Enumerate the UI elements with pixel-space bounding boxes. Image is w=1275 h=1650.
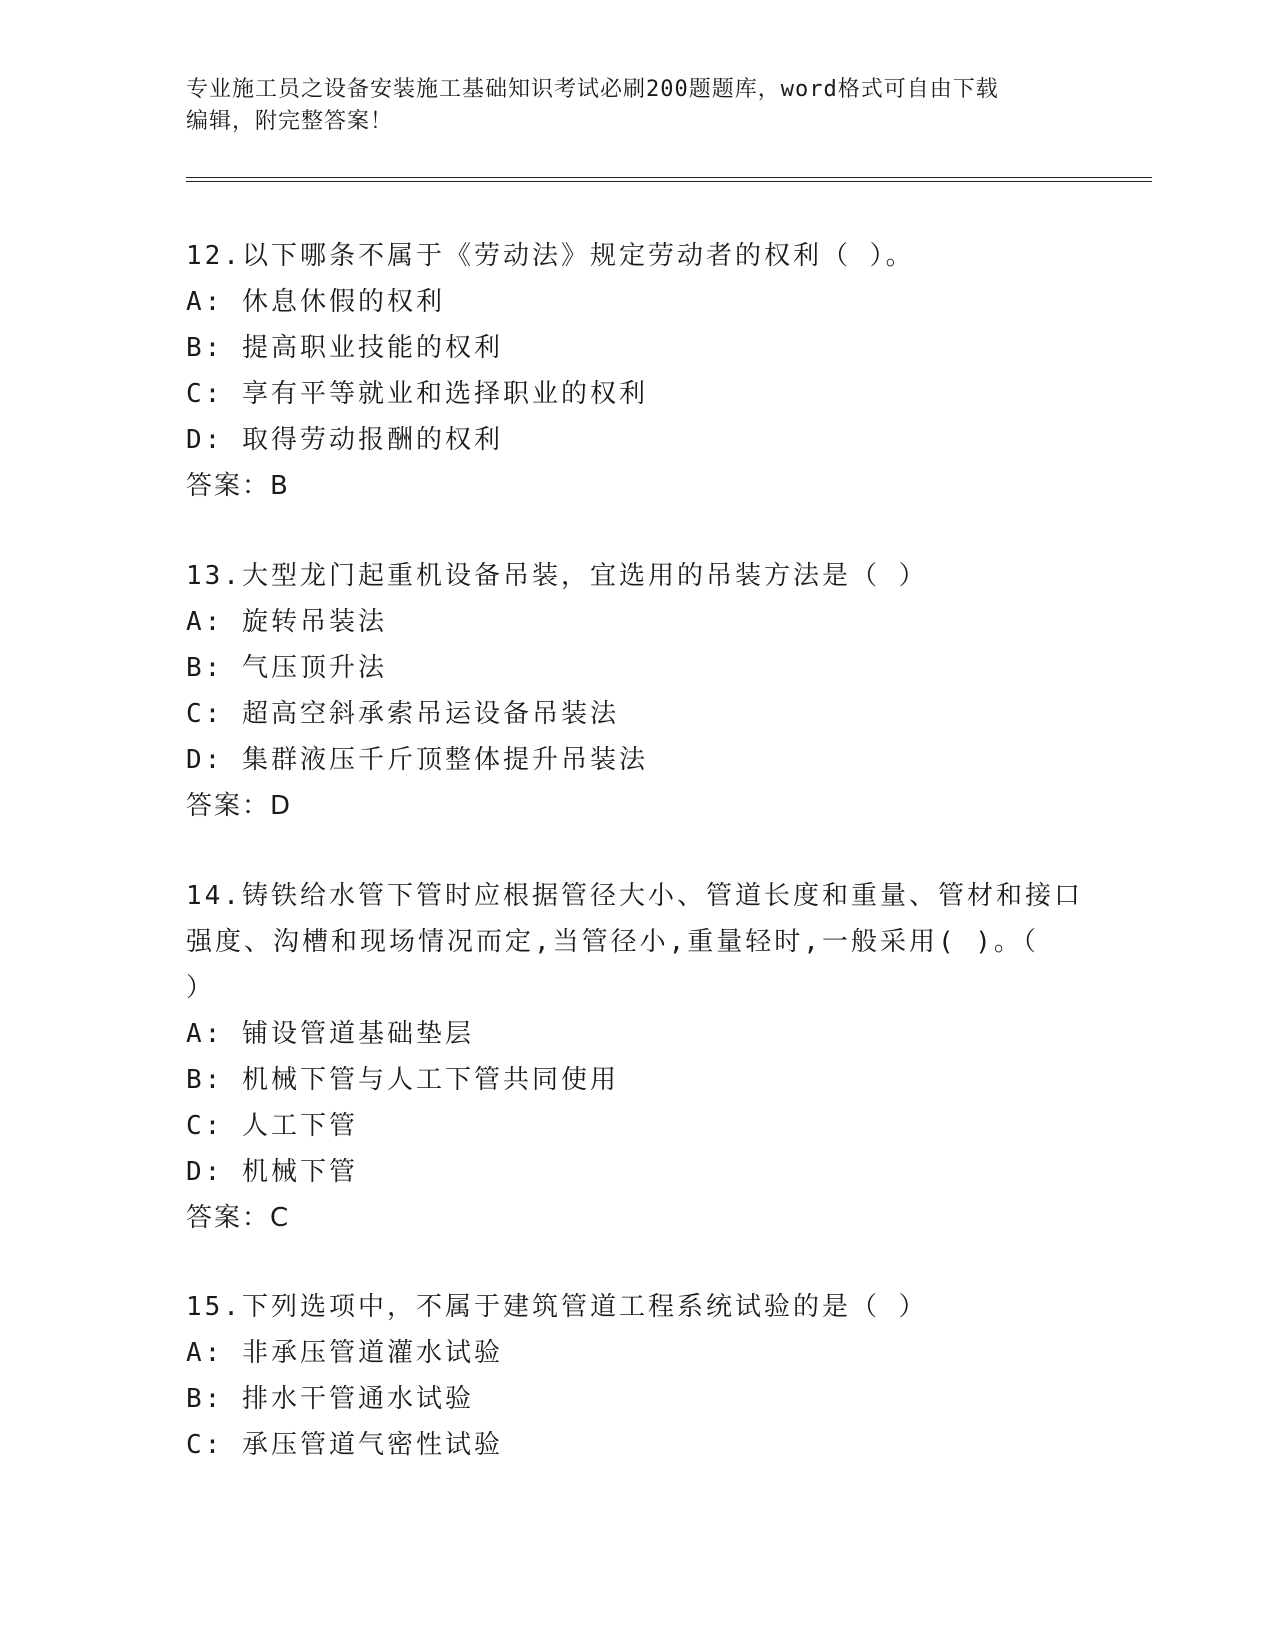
header-title-line2: 编辑，附完整答案！ xyxy=(186,109,394,134)
option-c: C: 人工下管 xyxy=(186,1111,358,1141)
answer-line: 答案：B xyxy=(186,471,290,501)
question-15 xyxy=(186,1284,1086,1468)
option-c: C: 享有平等就业和选择职业的权利 xyxy=(186,379,648,409)
question-stem-line3: ） xyxy=(186,973,216,1003)
option-d: D: 机械下管 xyxy=(186,1157,358,1187)
question-stem-line1: 14.铸铁给水管下管时应根据管径大小、管道长度和重量、管材和接口 xyxy=(186,881,1083,911)
option-a: A: 铺设管道基础垫层 xyxy=(186,1019,474,1049)
header-divider-bottom xyxy=(186,181,1152,182)
answer-line: 答案：C xyxy=(186,1203,291,1233)
question-14 xyxy=(186,873,1086,1241)
option-b: B: 机械下管与人工下管共同使用 xyxy=(186,1065,619,1095)
option-d: D: 取得劳动报酬的权利 xyxy=(186,425,503,455)
header-divider-top xyxy=(186,177,1152,178)
question-12 xyxy=(186,233,1086,509)
option-b: B: 提高职业技能的权利 xyxy=(186,333,503,363)
question-stem: 13.大型龙门起重机设备吊装，宜选用的吊装方法是（ ） xyxy=(186,561,928,591)
header-title-line1: 专业施工员之设备安装施工基础知识考试必刷200题题库，word格式可自由下载 xyxy=(186,77,999,102)
option-b: B: 排水干管通水试验 xyxy=(186,1384,474,1414)
option-b: B: 气压顶升法 xyxy=(186,653,387,683)
document-header xyxy=(186,74,1086,138)
option-a: A: 非承压管道灌水试验 xyxy=(186,1338,503,1368)
answer-line: 答案：D xyxy=(186,791,293,821)
option-c: C: 超高空斜承索吊运设备吊装法 xyxy=(186,699,619,729)
question-stem-line2: 强度、沟槽和现场情况而定,当管径小,重量轻时,一般采用( )。（ xyxy=(186,927,1039,957)
option-a: A: 旋转吊装法 xyxy=(186,607,387,637)
question-stem: 15.下列选项中，不属于建筑管道工程系统试验的是（ ） xyxy=(186,1292,928,1322)
option-d: D: 集群液压千斤顶整体提升吊装法 xyxy=(186,745,648,775)
option-c: C: 承压管道气密性试验 xyxy=(186,1430,503,1460)
question-stem: 12.以下哪条不属于《劳动法》规定劳动者的权利（ ）。 xyxy=(186,241,915,271)
option-a: A: 休息休假的权利 xyxy=(186,287,445,317)
question-13 xyxy=(186,553,1086,829)
